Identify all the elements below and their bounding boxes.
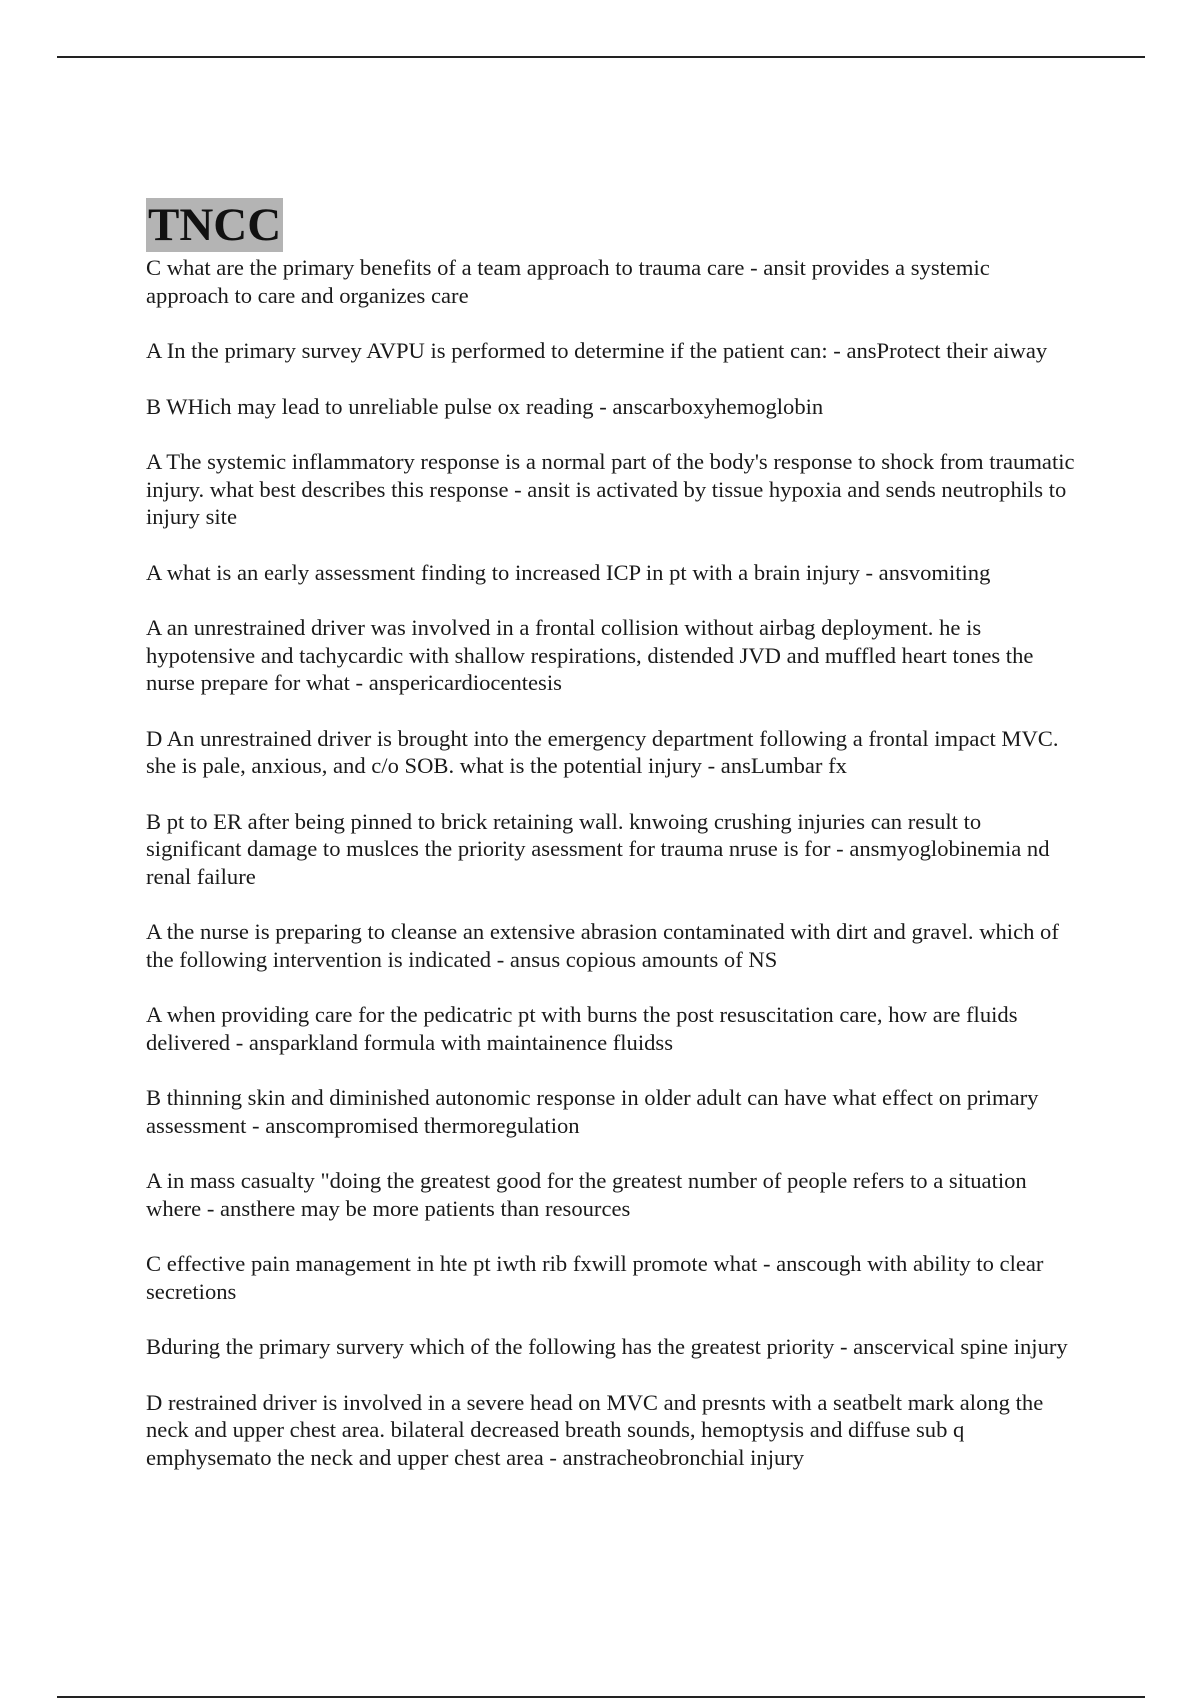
question-item: C what are the primary benefits of a team approach to trauma care - ansit provides a systemic approach to care and organizes care	[146, 255, 990, 308]
question-item: A the nurse is preparing to cleanse an extensive abrasion contaminated with dirt and gravel. which of the following intervention is indicated - ansus copious amounts of NS	[146, 919, 1059, 972]
question-list	[146, 254, 1076, 1471]
question-item: C effective pain management in hte pt iwth rib fxwill promote what - anscough with ability to clear secretions	[146, 1251, 1044, 1304]
question-item: A In the primary survey AVPU is performed to determine if the patient can: - ansProtect their aiway	[146, 338, 1048, 363]
document-body	[146, 198, 1076, 1499]
question-item: D restrained driver is involved in a severe head on MVC and presnts with a seatbelt mark along the neck and upper chest area. bilateral decreased breath sounds, hemoptysis and diffuse sub q emphysemato the neck and upper chest area - anstracheobronchial injury	[146, 1389, 1044, 1470]
question-item: A in mass casualty "doing the greatest good for the greatest number of people refers to a situation where - ansthere may be more patients than resources	[146, 1168, 1027, 1221]
footer-rule	[57, 1696, 1145, 1698]
question-item: D An unrestrained driver is brought into the emergency department following a frontal impact MVC. she is pale, anxious, and c/o SOB. what is the potential injury - ansLumbar fx	[146, 725, 1059, 778]
question-item: B thinning skin and diminished autonomic response in older adult can have what effect on primary assessment - anscompromised thermoregulation	[146, 1085, 1039, 1138]
question-item: A what is an early assessment finding to increased ICP in pt with a brain injury - ansvomiting	[146, 559, 991, 585]
question-item: A when providing care for the pedicatric pt with burns the post resuscitation care, how are fluids delivered - ansparkland formula with maintainence fluidss	[146, 1002, 1018, 1055]
document-title: TNCC	[148, 199, 282, 251]
header-rule	[57, 56, 1145, 58]
question-item: A The systemic inflammatory response is a normal part of the body's response to shock from traumatic injury. what best describes this response - ansit is activated by tissue hypoxia and sends neutrophils to injury site	[146, 449, 1075, 529]
question-item: B pt to ER after being pinned to brick retaining wall. knwoing crushing injuries can result to significant damage to muslces the priority asessment for trauma nruse is for - ansmyoglobinemia nd renal failure	[146, 808, 1050, 889]
question-item: Bduring the primary survery which of the following has the greatest priority - anscervical spine injury	[146, 1334, 1068, 1359]
question-item: B WHich may lead to unreliable pulse ox reading - anscarboxyhemoglobin	[146, 393, 824, 419]
question-item: A an unrestrained driver was involved in a frontal collision without airbag deployment. he is hypotensive and tachycardic with shallow respirations, distended JVD and muffled heart tones the nurse prepare for what - anspericardiocentesis	[146, 615, 1034, 695]
